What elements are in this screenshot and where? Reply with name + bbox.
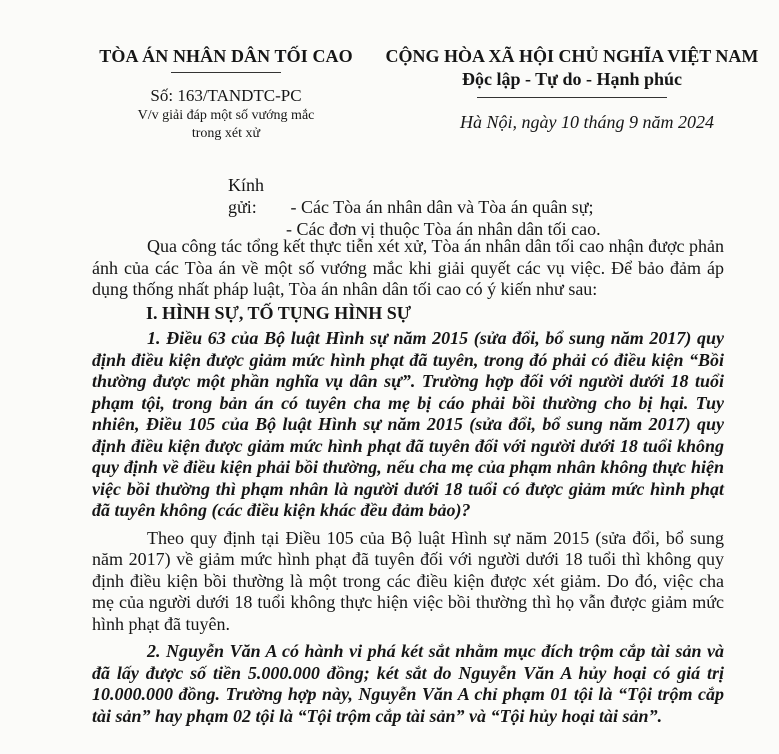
court-name-underline — [171, 72, 281, 73]
national-motto: Độc lập - Tự do - Hạnh phúc — [461, 69, 683, 89]
motto-underline — [477, 97, 667, 98]
issuer-header — [96, 46, 356, 142]
national-header — [372, 46, 772, 133]
recipients-label: Kính gửi: — [228, 175, 264, 217]
answer-1: Theo quy định tại Điều 105 của Bộ luật Hình sự năm 2015 (sửa đổi, bổ sung năm 2017) về giảm mức hình phạt đã tuyên đối với người dưới 18 tuổi thì không quy định điều kiện bồi thường là một trong các điều kiện được xét giảm. Do đó, việc cha mẹ của người dưới 18 tuổi không thực hiện việc bồi thường thì họ vẫn được giảm mức hình phạt đã tuyên. — [92, 527, 724, 634]
subject-line-1: V/v giải đáp một số vướng mắc — [137, 108, 315, 123]
subject-line-2: trong xét xử — [191, 126, 261, 141]
intro-paragraph: Qua công tác tổng kết thực tiễn xét xử, Tòa án nhân dân tối cao nhận được phản ánh của các Tòa án về một số vướng mắc khi giải quyết các vụ việc. Để bảo đảm áp dụng thống nhất pháp luật, Tòa án nhân dân tối cao có ý kiến như sau: — [92, 236, 724, 299]
section-heading: I. HÌNH SỰ, TỐ TỤNG HÌNH SỰ — [146, 302, 412, 323]
issue-date: Hà Nội, ngày 10 tháng 9 năm 2024 — [460, 112, 714, 132]
recipients-block — [228, 174, 601, 240]
recipient-item-2: - Các đơn vị thuộc Tòa án nhân dân tối cao. — [286, 219, 601, 239]
document-body — [92, 236, 724, 727]
document-number: Số: 163/TANDTC-PC — [150, 86, 302, 105]
nation-title: CỘNG HÒA XÃ HỘI CHỦ NGHĨA VIỆT NAM — [385, 46, 759, 66]
question-2: 2. Nguyễn Văn A có hành vi phá két sắt nhằm mục đích trộm cắp tài sản và đã lấy được số tiền 5.000.000 đồng; két sắt do Nguyễn Văn A hủy hoại có giá trị 10.000.000 đồng. Trường hợp này, Nguyễn Văn A chỉ phạm 01 tội là “Tội trộm cắp tài sản” hay phạm 02 tội là “Tội trộm cắp tài sản” và “Tội hủy hoại tài sản”. — [92, 641, 724, 726]
question-1: 1. Điều 63 của Bộ luật Hình sự năm 2015 (sửa đổi, bổ sung năm 2017) quy định điều kiện được giảm mức hình phạt đã tuyên, trong đó phải có điều kiện “Bồi thường được một phần nghĩa vụ dân sự”. Trường hợp đối với người dưới 18 tuổi phạm tội, trong bản án có tuyên cha mẹ bị cáo phải bồi thường cho bị hại. Tuy nhiên, Điều 105 của Bộ luật Hình sự năm 2015 (sửa đổi, bổ sung năm 2017) quy định điều kiện được giảm mức hình phạt đã tuyên đối với người dưới 18 tuổi không quy định về điều kiện phải bồi thường, nếu cha mẹ của phạm nhân không thực hiện việc bồi thường thì phạm nhân là người dưới 18 tuổi có được giảm mức hình phạt đã tuyên không (các điều kiện khác đều đảm bảo)? — [92, 328, 724, 520]
court-name: TÒA ÁN NHÂN DÂN TỐI CAO — [99, 46, 353, 66]
recipient-item-1: - Các Tòa án nhân dân và Tòa án quân sự; — [290, 197, 594, 217]
